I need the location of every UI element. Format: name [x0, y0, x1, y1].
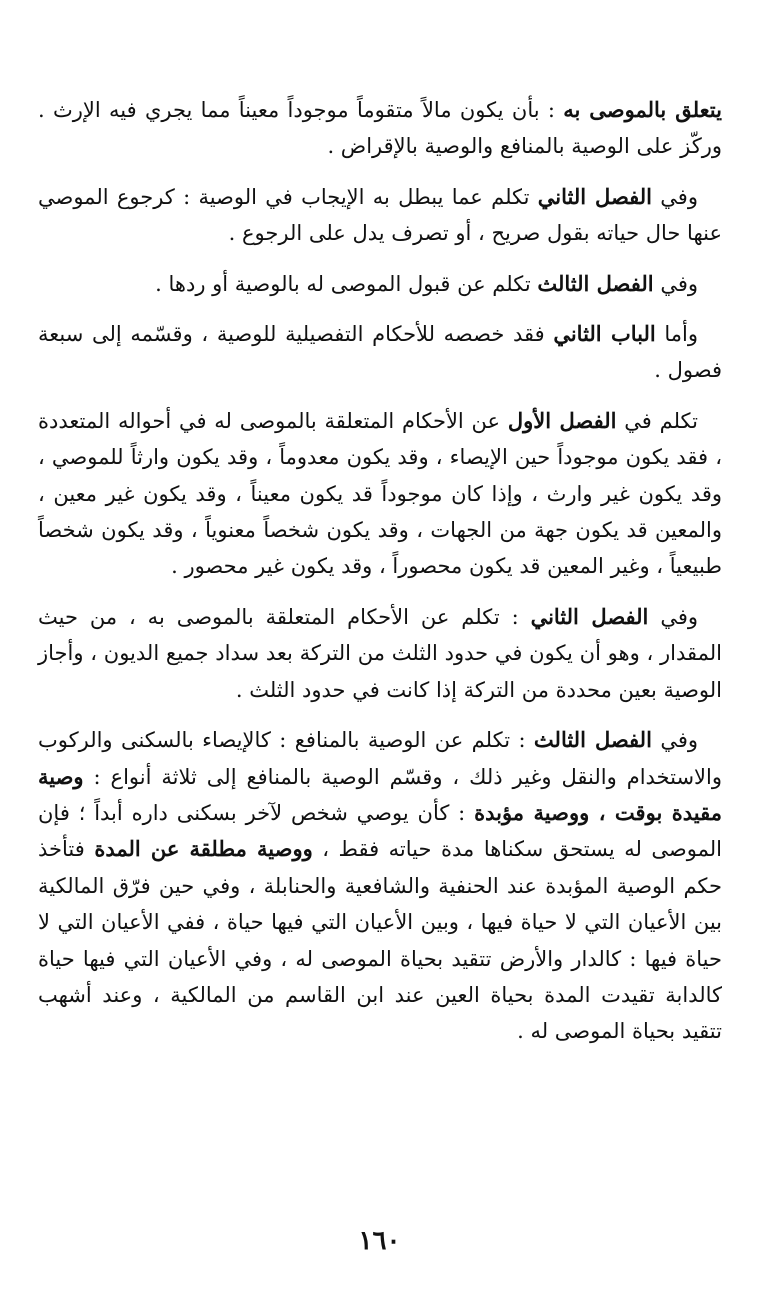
- text-run: تكلم عما يبطل به الإيجاب في الوصية : كرجوع الموصي عنها حال حياته بقول صريح ، أو تصرف يدل على الرجوع .: [38, 184, 722, 246]
- bold-phrase: وصية مقيدة بوقت ، ووصية مؤبدة: [38, 763, 722, 825]
- bold-phrase: الفصل الثالث: [537, 270, 654, 296]
- text-run: وفي: [648, 604, 699, 629]
- page-number: ١٦٠: [358, 1226, 401, 1256]
- text-run: وفي: [651, 728, 698, 753]
- bold-phrase: ووصية مطلقة عن المدة: [94, 836, 313, 862]
- text-run: تكلم عن قبول الموصى له بالوصية أو ردها .: [155, 271, 538, 296]
- paragraph-5: [38, 403, 722, 585]
- text-run: : تكلم عن الأحكام المتعلقة بالموصى به ، من حيث المقدار ، وهو أن يكون في حدود الثلث من التركة بعد سداد جميع الديون ، وأجاز الوصية بعين محددة من التركة إذا كانت في حدود الثلث .: [38, 604, 722, 702]
- text-run: عن الأحكام المتعلقة بالموصى له في أحواله المتعددة ، فقد يكون موجوداً حين الإيصاء ، وقد يكون معدوماً ، وقد يكون وارثاً للموصي ، وقد يكون غير وارث ، وإذا كان موجوداً قد يكون معيناً ، وقد يكون غير معين ، والمعين قد يكون جهة من الجهات ، وقد يكون شخصاً معنوياً ، وقد يكون شخصاً طبيعياً ، وغير المعين قد يكون محصوراً ، وقد يكون غير محصور .: [38, 408, 723, 579]
- bold-phrase: الباب الثاني: [553, 321, 656, 347]
- bold-phrase: يتعلق بالموصى به: [563, 97, 722, 122]
- text-run: : كأن يوصي شخص لآخر بسكنى داره أبداً ؛ فإن الموصى له يستحق سكناها مدة حياته فقط ،: [38, 800, 722, 862]
- text-run: فتأخذ حكم الوصية المؤبدة عند الحنفية والشافعية والحنابلة ، وفي حين فرّق المالكية بين الأعيان التي لا حياة فيها ، وبين الأعيان التي فيها حياة ، ففي الأعيان التي لا حياة فيها : كالدار والأرض تتقيد بحياة الموصى له ، وفي الأعيان التي فيها حياة كالدابة تقيدت المدة بحياة العين عند ابن القاسم من المالكية ، وعند أشهب تتقيد بحياة الموصى له .: [38, 837, 722, 1044]
- text-run: تكلم في: [616, 408, 698, 433]
- bold-phrase: الفصل الثاني: [530, 603, 649, 629]
- paragraph-7: [38, 722, 722, 1050]
- text-run: وفي: [652, 184, 698, 209]
- text-run: : تكلم عن الوصية بالمنافع : كالإيصاء بالسكنى والركوب والاستخدام والنقل وغير ذلك ، وقسّم الوصية بالمنافع إلى ثلاثة أنواع :: [38, 728, 722, 789]
- document-body: [38, 92, 722, 1050]
- text-run: وأما: [655, 322, 698, 347]
- paragraph-1: [38, 92, 722, 165]
- bold-phrase: الفصل الثالث: [533, 727, 652, 753]
- paragraph-4: [38, 316, 722, 389]
- paragraph-6: [38, 599, 722, 708]
- text-run: وفي: [653, 271, 698, 296]
- paragraph-2: [38, 179, 722, 252]
- bold-phrase: الفصل الثاني: [537, 183, 653, 209]
- bold-phrase: الفصل الأول: [507, 407, 617, 433]
- paragraph-3: [38, 266, 722, 302]
- text-run: فقد خصصه للأحكام التفصيلية للوصية ، وقسّمه إلى سبعة فصول .: [38, 322, 722, 383]
- text-run: : بأن يكون مالاً متقوماً موجوداً معيناً مما يجري فيه الإرث . وركّز على الوصية بالمنافع والوصية بالإقراض .: [38, 98, 722, 159]
